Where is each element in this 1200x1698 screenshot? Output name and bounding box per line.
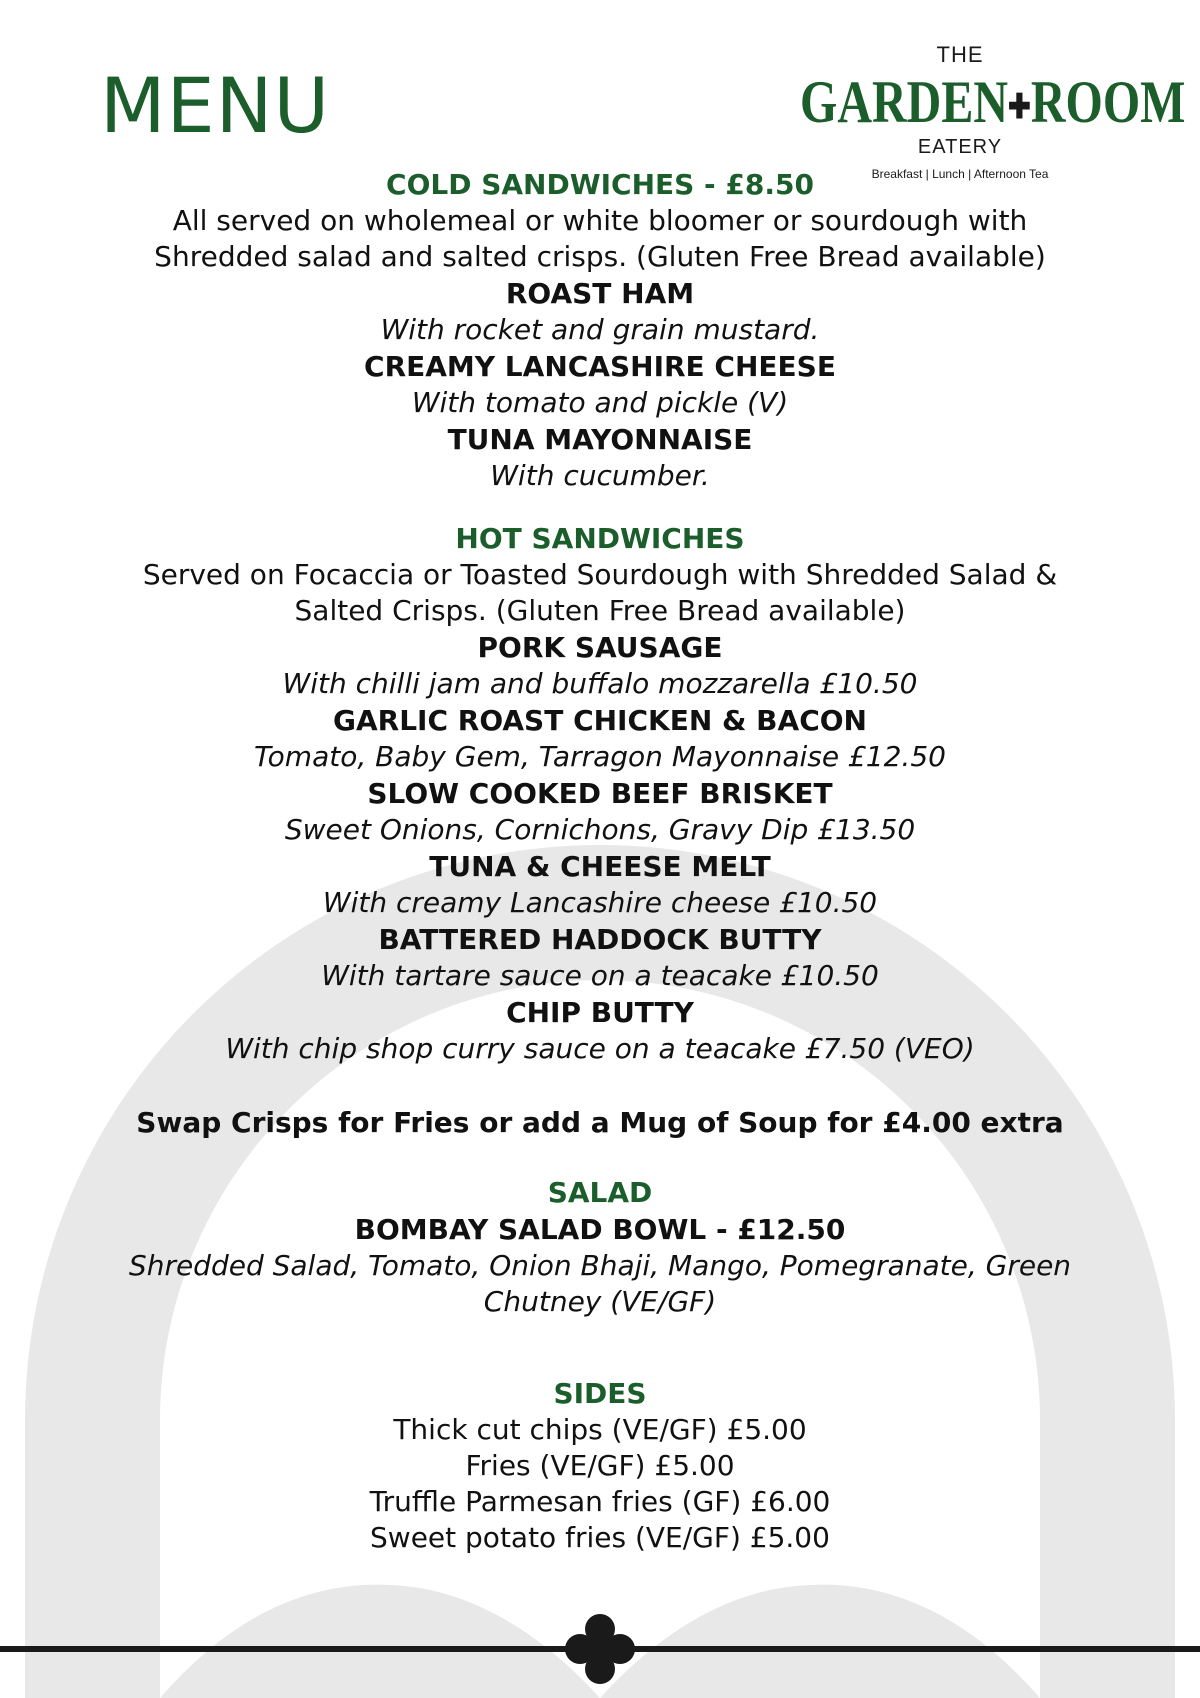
menu-content [100,167,1100,1556]
menu-item-description: With tomato and pickle (V) [411,386,789,419]
menu-item-name: TUNA & CHEESE MELT [429,850,771,883]
logo-room: ROOM [1030,69,1186,135]
menu-item-name: SLOW COOKED BEEF BRISKET [367,777,833,810]
menu-item-description: With chilli jam and buffalo mozzarella £10.50 [282,667,918,700]
menu-item-name: CHIP BUTTY [506,996,694,1029]
cold-sandwiches-section [100,167,1100,494]
menu-item-name: PORK SAUSAGE [477,631,723,664]
section-title: COLD SANDWICHES - £8.50 [386,168,814,201]
menu-item-description: With tartare sauce on a teacake £10.50 [321,959,879,992]
logo-tagline: Breakfast | Lunch | Afternoon Tea [871,167,1049,181]
logo-garden: GARDEN [800,69,1009,135]
menu-item-description: With chip shop curry sauce on a teacake £7.50 (VEO) [225,1032,975,1065]
logo-eatery: EATERY [917,136,1003,158]
logo-wordmark [800,69,1186,135]
side-item: Fries (VE/GF) £5.00 [465,1449,735,1482]
cross-icon: ✚ [1008,89,1031,127]
menu-item-name: GARLIC ROAST CHICKEN & BACON [333,704,867,737]
menu-item-description: With cucumber. [490,459,710,492]
section-title: SIDES [553,1377,647,1410]
swap-note: Swap Crisps for Fries or add a Mug of Soup for £4.00 extra [136,1106,1064,1139]
side-item: Truffle Parmesan fries (GF) £6.00 [369,1485,831,1518]
menu-item-description: Sweet Onions, Cornichons, Gravy Dip £13.50 [284,813,916,846]
menu-item-name: CREAMY LANCASHIRE CHEESE [364,350,836,383]
section-description: Shredded salad and salted crisps. (Gluten Free Bread available) [154,240,1046,273]
section-description: Served on Focaccia or Toasted Sourdough with Shredded Salad & [142,558,1058,591]
section-description: All served on wholemeal or white bloomer or sourdough with [172,204,1028,237]
sides-section [100,1376,1100,1556]
section-title: SALAD [547,1176,653,1209]
side-item: Thick cut chips (VE/GF) £5.00 [393,1413,807,1446]
menu-item-name: TUNA MAYONNAISE [447,423,753,456]
menu-item-description: Tomato, Baby Gem, Tarragon Mayonnaise £12.50 [254,740,946,773]
background-lobes [160,1585,600,1698]
menu-item-description: Shredded Salad, Tomato, Onion Bhaji, Mango, Pomegranate, Green [128,1249,1072,1282]
side-item: Sweet potato fries (VE/GF) £5.00 [370,1521,830,1554]
hot-sandwiches-section [100,521,1100,1067]
menu-item-name: ROAST HAM [505,277,695,310]
menu-item-name: BOMBAY SALAD BOWL - £12.50 [354,1213,846,1246]
menu-title: MENU [100,61,331,150]
section-description: Salted Crisps. (Gluten Free Bread available) [294,594,906,627]
menu-item-description: With creamy Lancashire cheese £10.50 [322,886,878,919]
menu-item-description: With rocket and grain mustard. [380,313,820,346]
menu-item-name: BATTERED HADDOCK BUTTY [378,923,822,956]
logo-the: THE [936,42,984,67]
salad-section [100,1175,1100,1320]
section-title: HOT SANDWICHES [455,522,745,555]
menu-item-description: Chutney (VE/GF) [483,1285,717,1318]
brand-logo [760,42,1186,181]
